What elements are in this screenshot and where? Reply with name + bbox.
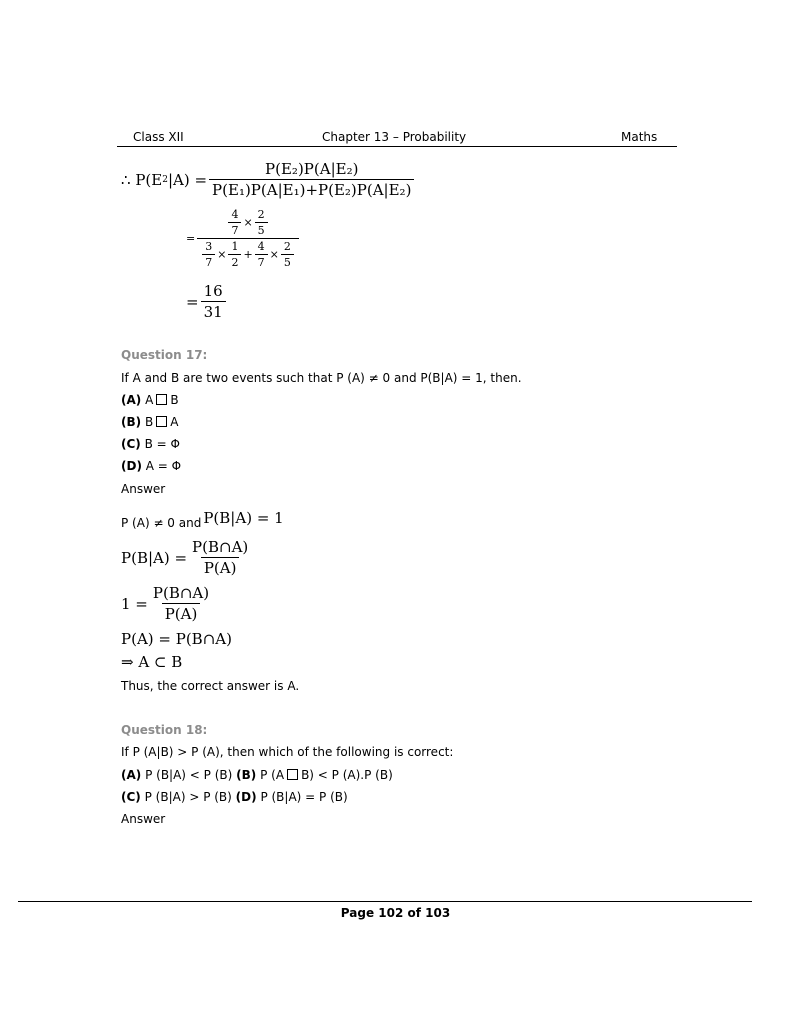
- missing-symbol-box: [287, 769, 298, 780]
- q18-options-row-2: (C) P (B|A) > P (B) (D) P (B|A) = P (B): [121, 790, 348, 804]
- bayes-substitution: = $\frac{4}{7}$ × $\frac{2}{5}$ $\frac{3}{7}$ × $\frac{1}{2}$ + $\frac{4}{7}$ × $\frac{2}{5}$: [186, 208, 301, 269]
- question-17-heading: Question 17:: [121, 348, 208, 362]
- header-class: Class XII: [133, 130, 184, 144]
- bayes-formula: ∴ P(E 2 |A) = $\frac{\text{P(E₂)P(A|E₂)}}{\text{P(E₁)P(A|E₁)+P(E₂)P(A|E₂)}}$: [121, 160, 416, 199]
- q17-option-a: (A) A B: [121, 393, 179, 407]
- q17-given: P (A) ≠ 0 and P(B|A) = 1: [121, 509, 284, 530]
- missing-symbol-box: [156, 394, 167, 405]
- q17-option-c: (C) B = Φ: [121, 437, 180, 451]
- question-18-heading: Question 18:: [121, 723, 208, 737]
- q18-options-row-1: (A) P (B|A) < P (B) (B) P (A B) < P (A).P (B): [121, 768, 393, 782]
- q18-answer-label: Answer: [121, 812, 166, 826]
- q17-option-b: (B) B A: [121, 415, 179, 429]
- missing-symbol-box: [156, 416, 167, 427]
- bayes-fraction: $\frac{\text{P(E₂)P(A|E₂)}}{\text{P(E₁)P(A|E₁)+P(E₂)P(A|E₂)}}$: [209, 160, 414, 199]
- q17-answer-label: Answer: [121, 482, 166, 496]
- q17-conclusion: Thus, the correct answer is A.: [121, 679, 300, 693]
- header-chapter: Chapter 13 – Probability: [322, 130, 467, 144]
- q17-step-2: 1 = $\frac{P(B\cap A)}{P(A)}$: [121, 584, 210, 623]
- header-subject: Maths: [621, 130, 658, 144]
- header-divider: [117, 146, 677, 147]
- q17-step-4: ⇒ A ⊂ B: [121, 653, 183, 671]
- question-18-text: If P (A|B) > P (A), then which of the following is correct:: [121, 745, 454, 759]
- page-number: Page 102 of 103: [340, 906, 451, 920]
- footer-divider: [18, 901, 752, 902]
- q17-step-1: P(B|A) = $\frac{P(B\cap A)}{P(A)}$: [121, 538, 249, 577]
- question-17-text: If A and B are two events such that P (A) ≠ 0 and P(B|A) = 1, then.: [121, 371, 522, 385]
- bayes-result: = $\frac{16}{31}$: [186, 282, 228, 321]
- q17-option-d: (D) A = Φ: [121, 459, 182, 473]
- q17-step-3: P(A) = P(B∩A): [121, 630, 232, 648]
